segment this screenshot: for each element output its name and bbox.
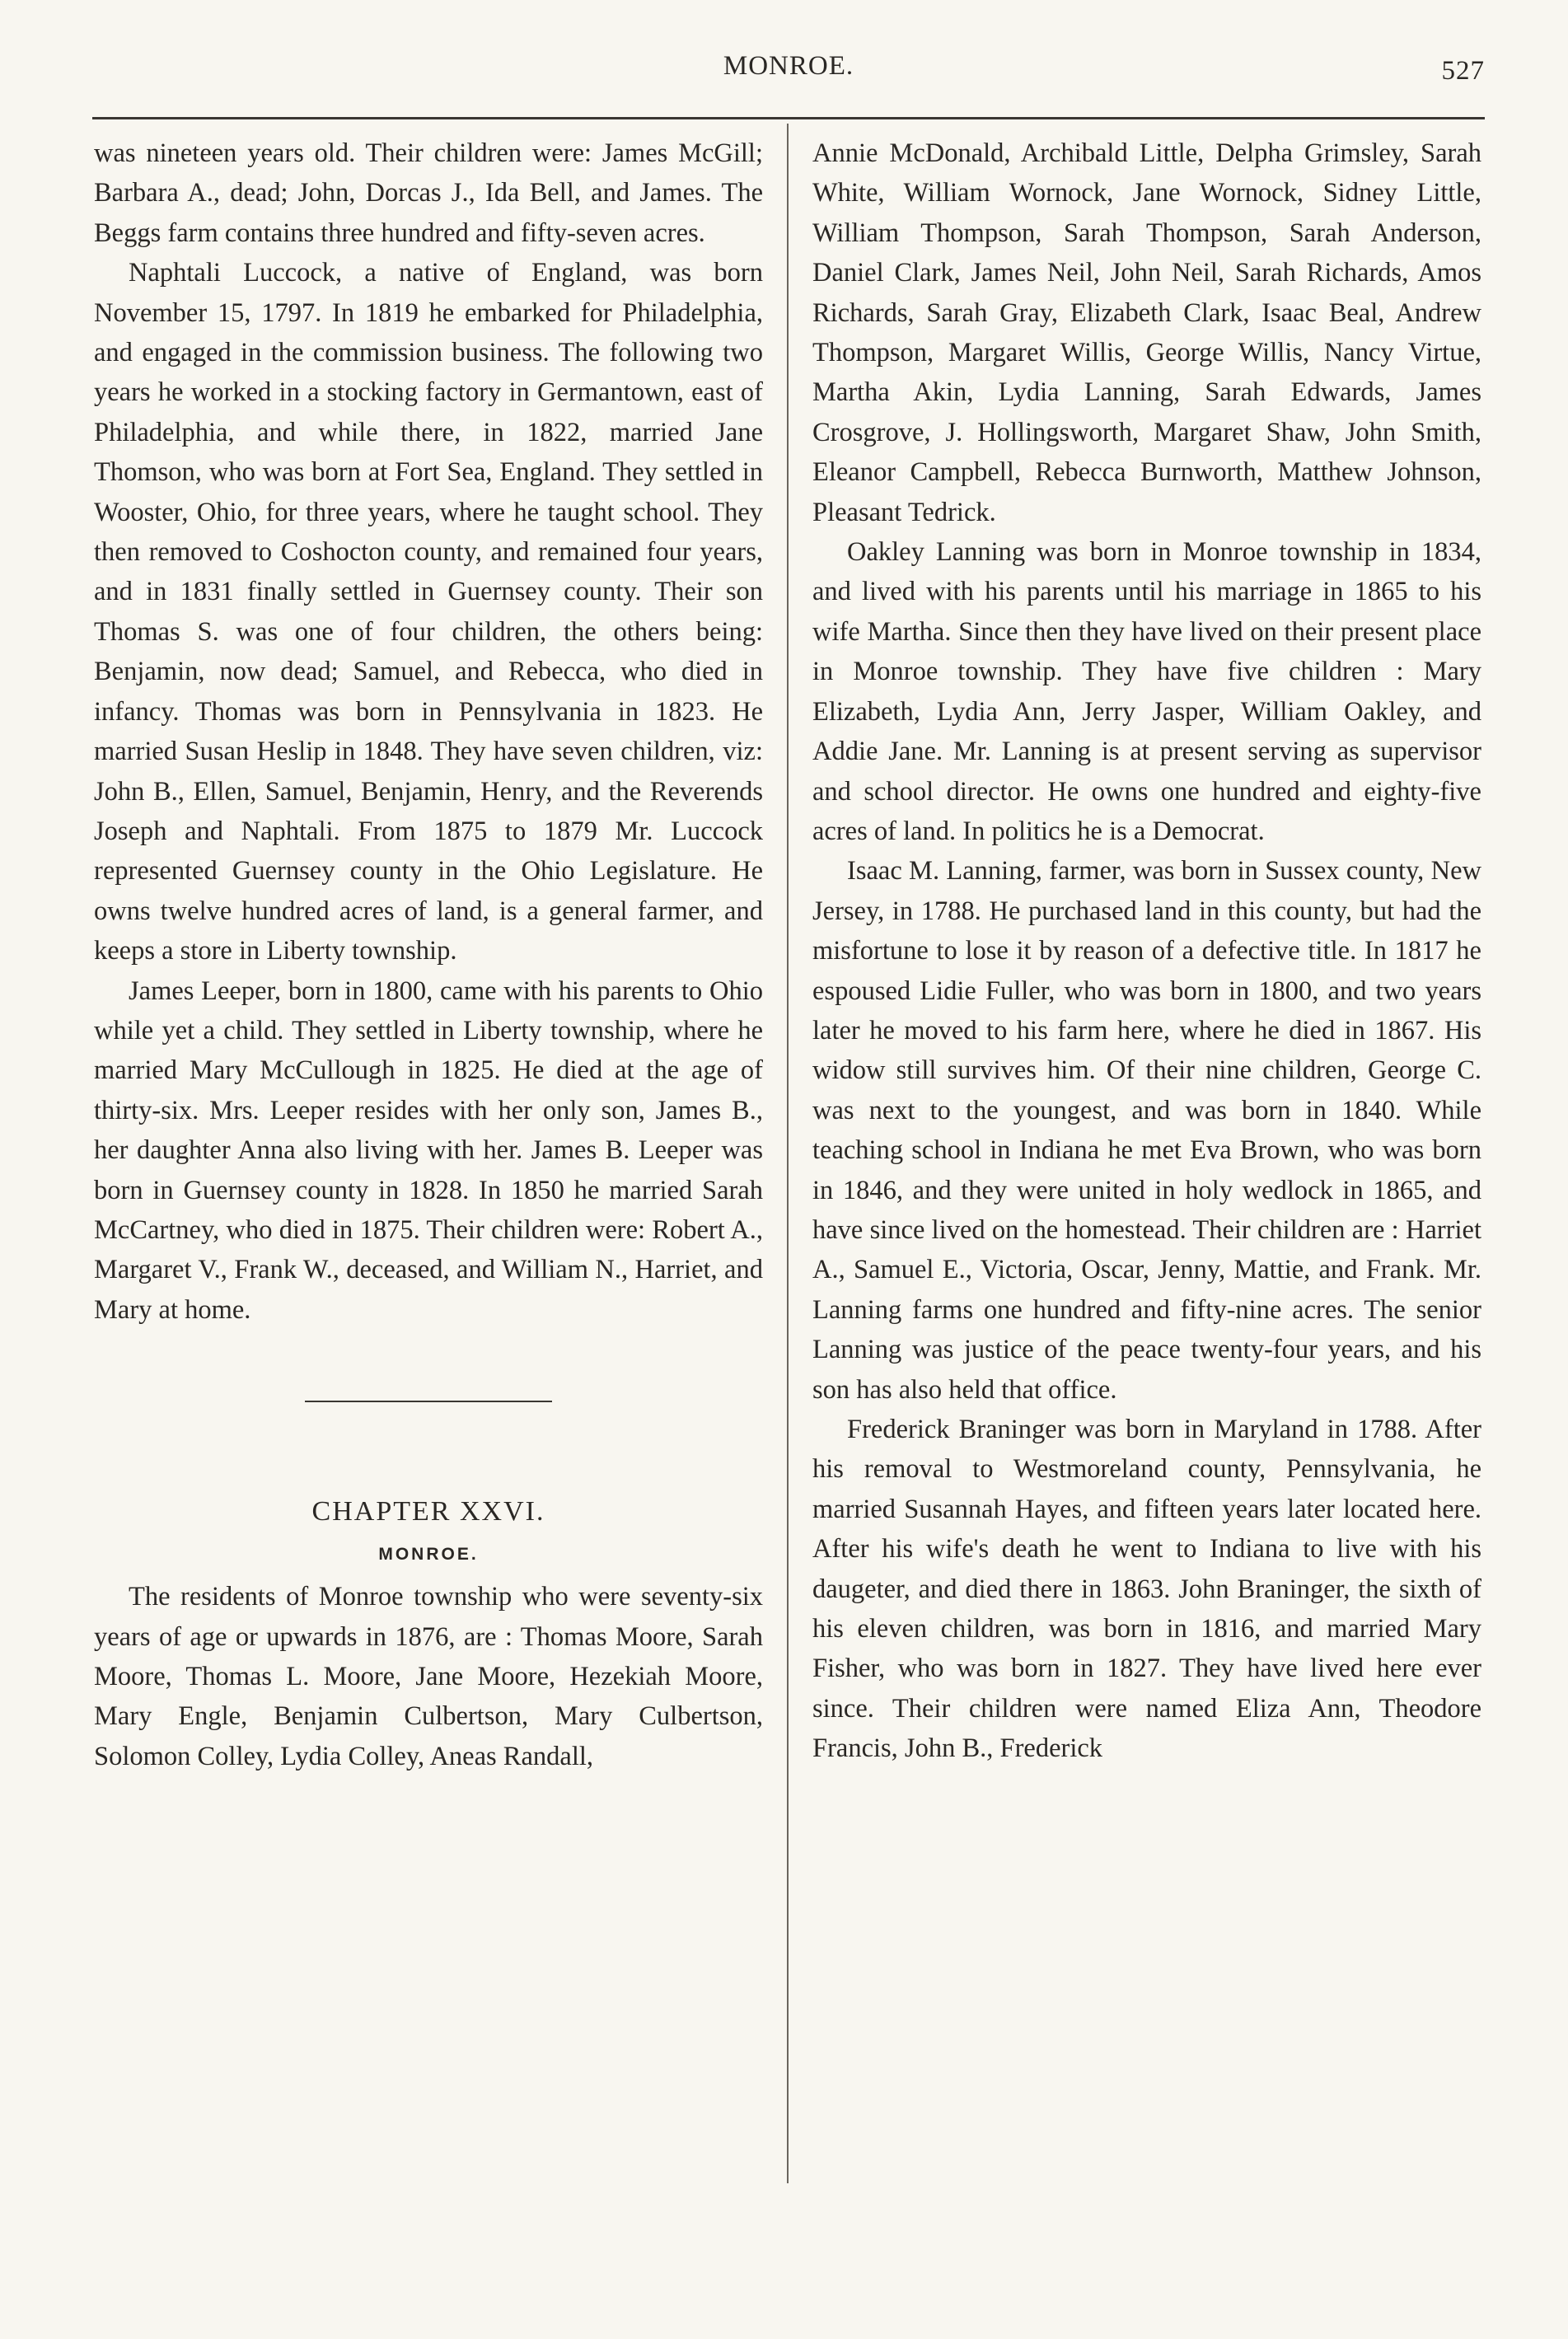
left-column xyxy=(94,133,763,1776)
paragraph-beggs-continued: was nineteen years old. Their children were: James McGill; Barbara A., dead; John, Dorcas J., Ida Bell, and James. The Beggs farm contains three hundred and fifty-seven acres. xyxy=(94,138,763,248)
page-number: 527 xyxy=(1441,56,1485,86)
paragraph-luccock: Naphtali Luccock, a native of England, was born November 15, 1797. In 1819 he embarked for Philadelphia, and engaged in the commission business. The following two years he worked in a stocking factory in Germantown, east of Philadelphia, and while there, in 1822, married Jane Thomson, who was born at Fort Sea, England. They settled in Wooster, Ohio, for three years, where he taught school. They then removed to Coshocton county, and remained four years, and in 1831 finally settled in Guernsey county. Their son Thomas S. was one of four children, the others being: Benjamin, now dead; Samuel, and Rebecca, who died in infancy. Thomas was born in Pennsylvania in 1823. He married Susan Heslip in 1848. They have seven children, viz: John B., Ellen, Samuel, Benjamin, Henry, and the Reverends Joseph and Naphtali. From 1875 to 1879 Mr. Luccock represented Guernsey county in the Ohio Legislature. He owns twelve hundred acres of land, is a general farmer, and keeps a store in Liberty township. xyxy=(94,258,763,966)
page-header xyxy=(92,51,1485,109)
right-column xyxy=(812,133,1481,1769)
chapter-subtitle: MONROE. xyxy=(378,1545,479,1565)
paragraph-residents: The residents of Monroe township who were seventy-six years of age or upwards in 1876, are : Thomas Moore, Sarah Moore, Thomas L. Moore, Jane Moore, Hezekiah Moore, Mary Engle, Benjamin Culbertson, Mary Culbertson, Solomon Colley, Lydia Colley, Aneas Randall, xyxy=(94,1582,763,1771)
paragraph-isaac-lanning: Isaac M. Lanning, farmer, was born in Sussex county, New Jersey, in 1788. He purchased land in this county, but had the misfortune to lose it by reason of a defective title. In 1817 he espoused Lidie Fuller, who was born in 1800, and two years later he moved to his farm here, where he died in 1867. His widow still survives him. Of their nine children, George C. was next to the youngest, and was born in 1840. While teaching school in Indiana he met Eva Brown, who was born in 1846, and they were united in holy wedlock in 1865, and have since lived on the homestead. Their children are : Harriet A., Samuel E., Victoria, Oscar, Jenny, Mattie, and Frank. Mr. Lanning farms one hundred and fifty-nine acres. The senior Lanning was justice of the peace twenty-four years, and his son has also held that office. xyxy=(812,856,1481,1405)
running-title: MONROE. xyxy=(723,51,854,81)
paragraph-leeper: James Leeper, born in 1800, came with his parents to Ohio while yet a child. They settled in Liberty township, where he married Mary McCullough in 1825. He died at the age of thirty-six. Mrs. Leeper resides with her only son, James B., her daughter Anna also living with her. James B. Leeper was born in Guernsey county in 1828. In 1850 he married Sarah McCartney, who died in 1875. Their children were: Robert A., Margaret V., Frank W., deceased, and William N., Harriet, and Mary at home. xyxy=(94,975,763,1325)
column-divider xyxy=(787,124,789,2183)
paragraph-residents-continued: Annie McDonald, Archibald Little, Delpha Grimsley, Sarah White, William Wornock, Jane Wornock, Sidney Little, William Thompson, Sarah Thompson, Sarah Anderson, Daniel Clark, James Neil, John Neil, Sarah Richards, Amos Richards, Sarah Gray, Elizabeth Clark, Isaac Beal, Andrew Thompson, Margaret Willis, George Willis, Nancy Virtue, Martha Akin, Lydia Lanning, Sarah Edwards, James Crosgrove, J. Hollingsworth, Margaret Shaw, John Smith, Eleanor Campbell, Rebecca Burnworth, Matthew Johnson, Pleasant Tedrick. xyxy=(812,138,1481,527)
paragraph-oakley-lanning: Oakley Lanning was born in Monroe township in 1834, and lived with his parents until his marriage in 1865 to his wife Martha. Since then they have lived on their present place in Monroe township. They have five children : Mary Elizabeth, Lydia Ann, Jerry Jasper, William Oakley, and Addie Jane. Mr. Lanning is at present serving as supervisor and school director. He owns one hundred and eighty-five acres of land. In politics he is a Democrat. xyxy=(812,537,1481,846)
section-divider xyxy=(305,1401,552,1402)
header-rule xyxy=(92,117,1485,119)
chapter-title: CHAPTER XXVI. xyxy=(311,1496,545,1527)
paragraph-braninger: Frederick Braninger was born in Maryland in 1788. After his removal to Westmoreland county, Pennsylvania, he married Susannah Hayes, and fifteen years later located here. After his wife's death he went to Indiana to live with his daugeter, and died there in 1863. John Braninger, the sixth of his eleven children, was born in 1816, and married Mary Fisher, who was born in 1827. They have lived here ever since. Their children were named Eliza Ann, Theodore Francis, John B., Frederick xyxy=(812,1415,1481,1764)
